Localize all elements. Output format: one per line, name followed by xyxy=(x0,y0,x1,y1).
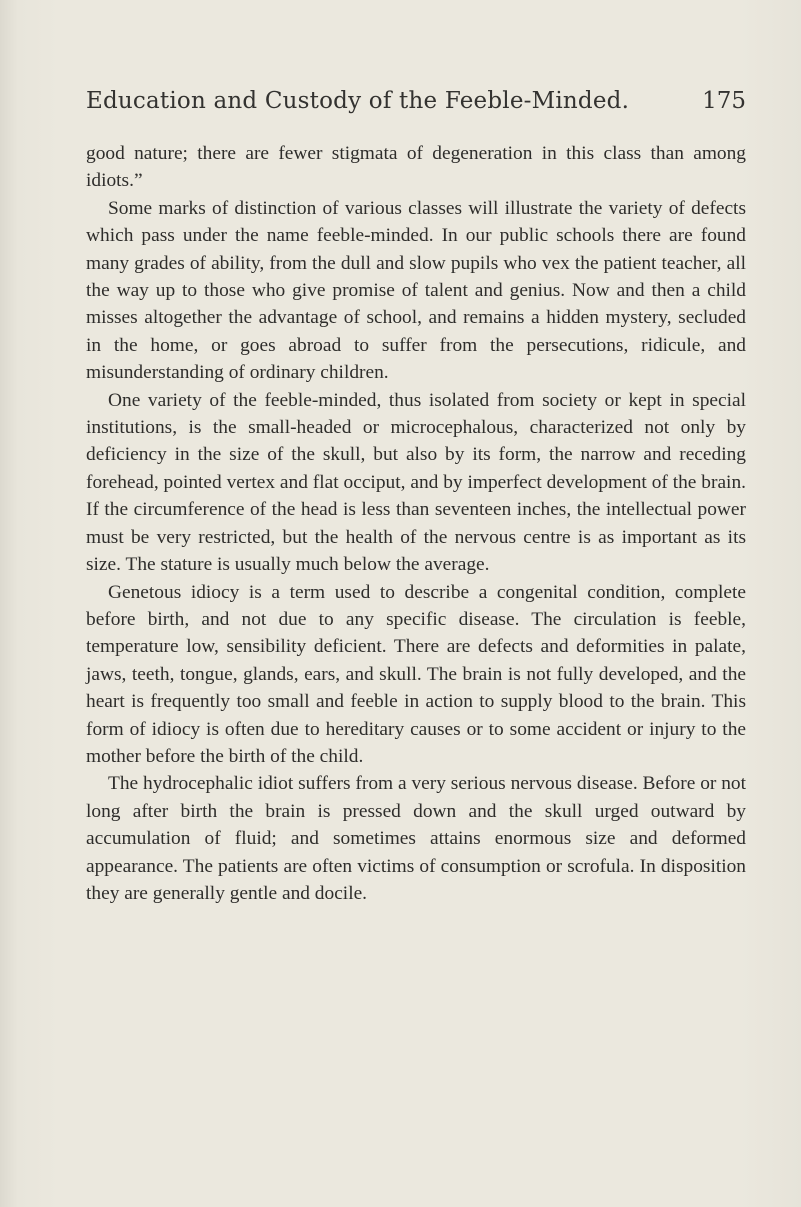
page-header xyxy=(86,88,746,128)
paragraph-continuation: good nature; there are fewer stigmata of degeneration in this class than among idiots.” xyxy=(86,143,746,192)
paragraph-hydrocephalic: The hydrocephalic idiot suffers from a very serious nervous disease. Before or not long after birth the brain is pressed down and the skull urged outward by accumulation of fluid; and sometimes attains enormous size and deformed appearance. The patients are often victims of consumption or scrofula. In disposition they are generally gentle and docile. xyxy=(86,773,746,904)
paragraph-microcephalous: One variety of the feeble-minded, thus isolated from society or kept in special institutions, is the small-headed or microcephalous, characterized not only by deficiency in the size of the skull, but also by its form, the narrow and receding forehead, pointed vertex and flat occiput, and by imperfect development of the brain. If the circumference of the head is less than seventeen inches, the intellectual power must be very restricted, but the health of the nervous centre is as important as its size. The stature is usually much below the average. xyxy=(86,389,746,576)
body-text xyxy=(86,140,746,907)
running-title: Education and Custody of the Feeble-Minded. xyxy=(86,88,630,114)
paragraph-genetous-idiocy: Genetous idiocy is a term used to describe a congenital condition, complete before birth, and not due to any specific disease. The circulation is feeble, temperature low, sensibility deficient. There are defects and deformities in palate, jaws, teeth, tongue, glands, ears, and skull. The brain is not fully developed, and the heart is frequently too small and feeble in action to supply blood to the brain. This form of idiocy is often due to hereditary causes or to some accident or injury to the mother before the birth of the child. xyxy=(86,581,746,767)
page-number: 175 xyxy=(702,88,746,114)
paragraph-marks-of-distinction: Some marks of distinction of various classes will illustrate the variety of defects which pass under the name feeble-minded. In our public schools there are found many grades of ability, from the dull and slow pupils who vex the patient teacher, all the way up to those who give promise of talent and genius. Now and then a child misses altogether the advantage of school, and remains a hidden mystery, secluded in the home, or goes abroad to suffer from the persecutions, ridicule, and misunderstanding of ordinary children. xyxy=(86,197,746,384)
